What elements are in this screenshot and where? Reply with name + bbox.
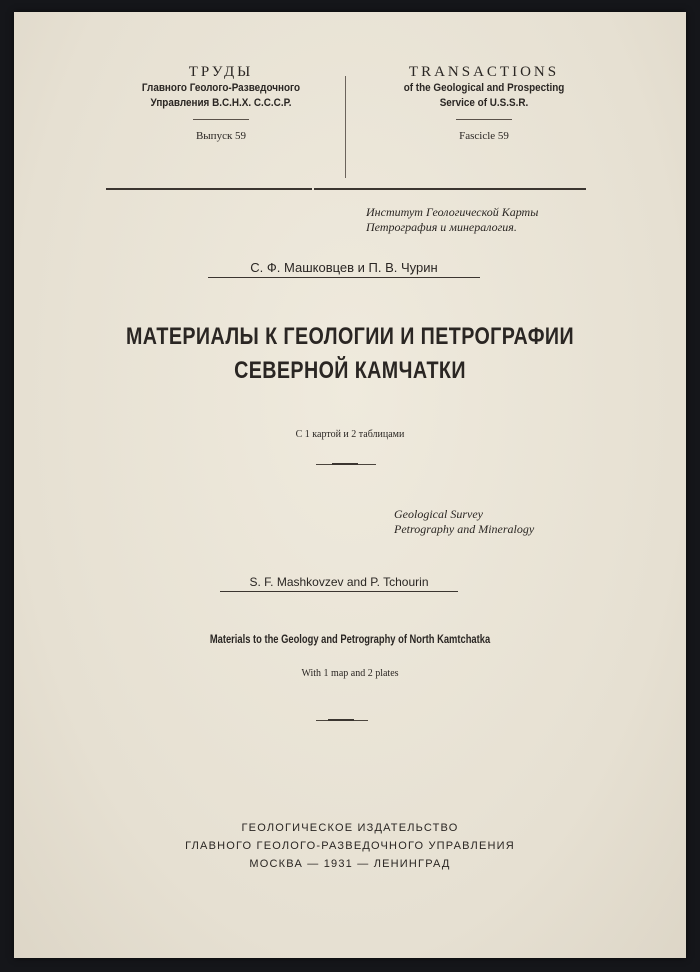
header-rule-right <box>314 188 586 190</box>
series-header-russian <box>106 64 336 142</box>
institute-ru <box>366 205 538 235</box>
institute-ru-line1: Институт Геологической Карты <box>366 205 539 219</box>
institute-en-line2: Petrography and Mineralogy <box>394 522 535 536</box>
series-header <box>14 64 686 184</box>
institute-en <box>394 507 534 537</box>
series-title-ru: ТРУДЫ <box>188 64 254 80</box>
title-ru-line2: СЕВЕРНОЙ КАМЧАТКИ <box>234 357 466 384</box>
series-title-en: TRANSACTIONS <box>408 64 560 80</box>
publisher <box>14 819 686 873</box>
fascicle-ru: Выпуск 59 <box>195 130 247 142</box>
divider-ornament-2-center <box>328 719 354 721</box>
header-vertical-divider <box>345 76 346 178</box>
series-header-english <box>369 64 599 142</box>
header-rule-left <box>106 188 312 190</box>
subtitle-ru: С 1 картой и 2 таблицами <box>295 429 405 440</box>
publisher-line1: ГЕОЛОГИЧЕСКОЕ ИЗДАТЕЛЬСТВО <box>241 822 459 834</box>
series-line2-ru: Управления В.С.Н.Х. С.С.С.Р. <box>150 97 292 109</box>
institute-ru-line2: Петрография и минералогия. <box>366 220 517 234</box>
series-line1-ru: Главного Геолого-Разведочного <box>141 82 301 94</box>
title-ru-line1: МАТЕРИАЛЫ К ГЕОЛОГИИ И ПЕТРОГРАФИИ <box>125 323 575 350</box>
header-divider-left <box>193 119 249 120</box>
fascicle-en: Fascicle 59 <box>459 130 509 142</box>
publisher-line2: ГЛАВНОГО ГЕОЛОГО-РАЗВЕДОЧНОГО УПРАВЛЕНИЯ <box>185 840 515 852</box>
publisher-line3: МОСКВА — 1931 — ЛЕНИНГРАД <box>249 858 451 870</box>
title-en: Materials to the Geology and Petrography of North Kamtchatka <box>209 632 491 646</box>
divider-ornament-1-center <box>332 463 358 465</box>
title-ru <box>120 320 579 388</box>
series-line2-en: Service of U.S.S.R. <box>439 97 529 109</box>
series-line1-en: of the Geological and Prospecting <box>403 82 565 94</box>
header-divider-right <box>456 119 512 120</box>
book-cover <box>14 12 686 958</box>
authors-ru: С. Ф. Машковцев и П. В. Чурин <box>208 260 480 278</box>
subtitle-en: With 1 map and 2 plates <box>301 668 399 679</box>
institute-en-line1: Geological Survey <box>394 507 483 521</box>
authors-en: S. F. Mashkovzev and P. Tchourin <box>220 575 458 592</box>
